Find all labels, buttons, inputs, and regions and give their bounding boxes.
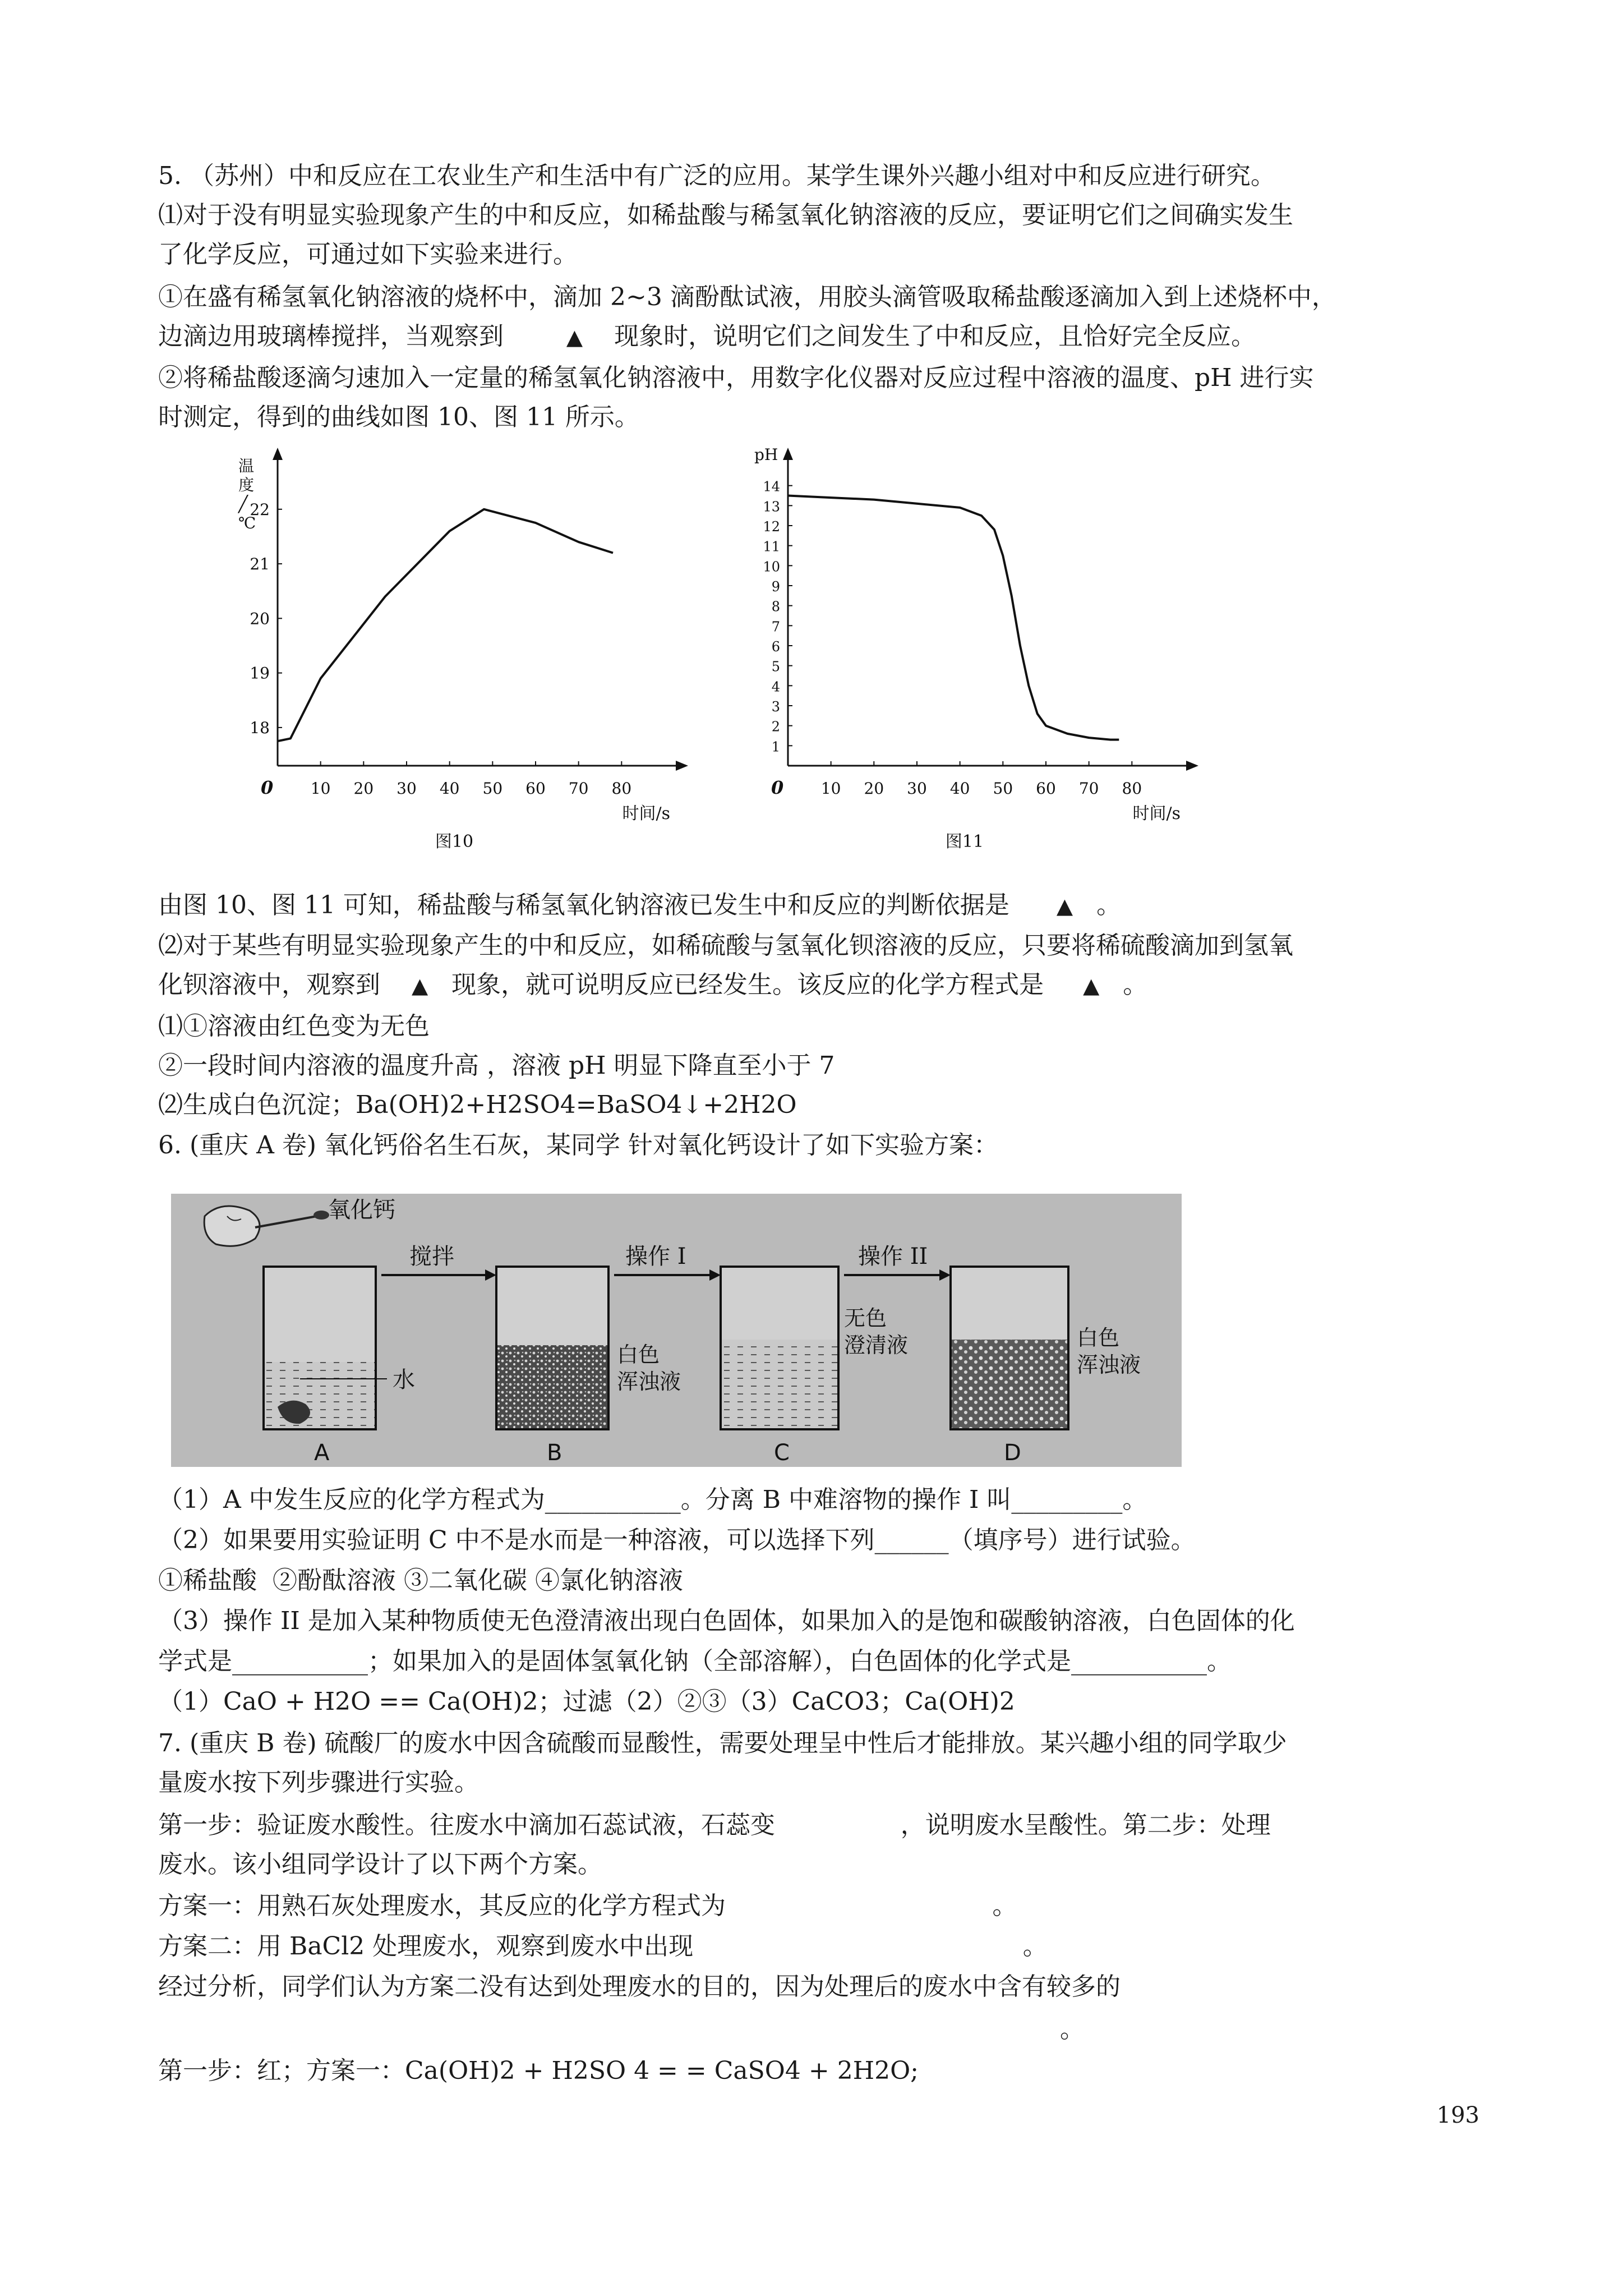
x-axis-arrow-icon	[1186, 761, 1198, 771]
answer-blank-triangle: ▲	[1056, 894, 1073, 918]
photo-label-reagent: 氧化钙	[328, 1197, 395, 1223]
y-tick-label: 6	[771, 639, 780, 655]
photo-label-water: 水	[393, 1367, 415, 1393]
photo-label-c: C	[774, 1440, 790, 1466]
x-tick-label: 70	[568, 779, 589, 798]
q5-step1-line1: ①在盛有稀氢氧化钠溶液的烧杯中，滴加 2~3 滴酚酞试液，用胶头滴管吸取稀盐酸逐滴加入到上述烧杯中，	[158, 283, 1336, 311]
y-tick-label: 7	[771, 619, 780, 635]
x-tick-label: 80	[611, 779, 632, 798]
y-tick-label: 22	[250, 500, 270, 519]
chart-title: 图10	[435, 832, 474, 852]
y-tick-label: 2	[771, 719, 780, 735]
y-tick-label: 14	[763, 478, 780, 495]
y-tick-label: 12	[763, 519, 780, 535]
x-tick-label: 70	[1078, 779, 1099, 798]
q5-part2-line1: ⑵对于某些有明显实验现象产生的中和反应，如稀硫酸与氢氧化钡溶液的反应，只要将稀硫酸滴加到氢氧	[158, 931, 1293, 960]
y-tick-label: 10	[763, 559, 780, 575]
data-line	[278, 509, 613, 741]
y-tick-label: 13	[763, 499, 780, 515]
q7-analysis: 经过分析，同学们认为方案二没有达到处理废水的目的，因为处理后的废水中含有较多的	[158, 1972, 1121, 2001]
answer-blank-triangle: ▲	[566, 325, 583, 349]
q7-analysis-end: 。	[1060, 2015, 1085, 2044]
photo-label-op2: 操作 II	[858, 1244, 928, 1269]
q6-experiment-photo	[171, 1194, 1182, 1467]
x-tick-label: 40	[949, 779, 970, 798]
photo-label-white-turbid-2: 白色浑浊液	[1077, 1326, 1141, 1377]
x-tick-label: 10	[820, 779, 841, 798]
x-tick-label: 50	[993, 779, 1013, 798]
q5-title: 5. （苏州）中和反应在工农业生产和生活中有广泛的应用。某学生课外兴趣小组对中和反应进行研究。	[158, 162, 1275, 190]
q6-options: ①稀盐酸 ②酚酞溶液 ③二氧化碳 ④氯化钠溶液	[158, 1566, 683, 1595]
y-tick-label: 18	[250, 718, 270, 737]
page-number: 193	[1436, 2102, 1479, 2128]
q5-part1-line1: ⑴对于没有明显实验现象产生的中和反应，如稀盐酸与稀氢氧化钠溶液的反应，要证明它们之间确实发生	[158, 201, 1293, 229]
x-tick-label: 60	[525, 779, 546, 798]
y-tick-label: 21	[250, 555, 270, 574]
q5-part2-line2: 化钡溶液中，观察到 ▲ 现象，就可说明反应已经发生。该反应的化学方程式是 ▲ 。	[158, 970, 1148, 999]
q6-question-3-line2: 学式是___________；如果加入的是固体氢氧化钠（全部溶解），白色固体的化学式是___________。	[158, 1647, 1232, 1676]
q6-question-2: （2）如果要用实验证明 C 中不是水而是一种溶液，可以选择下列______（填序号）进行试验。	[158, 1526, 1196, 1554]
x-tick-label: 80	[1122, 779, 1142, 798]
x-tick-label: 20	[353, 779, 374, 798]
x-tick-label: 60	[1036, 779, 1056, 798]
q7-plan1: 方案一：用熟石灰处理废水，其反应的化学方程式为 。	[158, 1892, 1017, 1920]
photo-label-white-turbid-1: 白色浑浊液	[617, 1342, 681, 1394]
figure-11-ph-chart	[723, 445, 1217, 855]
figure-10-temperature-chart	[213, 452, 707, 855]
y-tick-label: 19	[250, 664, 270, 683]
q6-title: 6. (重庆 A 卷) 氧化钙俗名生石灰，某同学 针对氧化钙设计了如下实验方案：	[158, 1131, 999, 1159]
photo-label-b: B	[547, 1440, 562, 1466]
y-tick-label: 1	[771, 739, 780, 755]
y-tick-label: 9	[771, 579, 780, 595]
y-tick-label: 4	[771, 679, 780, 695]
photo-label-d: D	[1004, 1440, 1021, 1466]
y-axis-arrow-icon	[783, 448, 793, 460]
x-axis-arrow-icon	[676, 761, 688, 771]
q5-step1-line2: 边滴边用玻璃棒搅拌，当观察到 ▲ 现象时，说明它们之间发生了中和反应，且恰好完全反应。	[158, 322, 1256, 351]
origin-label: 0	[771, 777, 784, 798]
q7-step1-line2: 废水。该小组同学设计了以下两个方案。	[158, 1850, 602, 1879]
answer-blank-triangle: ▲	[411, 973, 428, 998]
q5-step2-line2: 时测定，得到的曲线如图 10、图 11 所示。	[158, 403, 639, 431]
y-tick-label: 8	[771, 599, 780, 615]
x-axis-label: 时间/s	[622, 804, 670, 823]
y-tick-label: 11	[763, 539, 780, 555]
x-tick-label: 20	[864, 779, 884, 798]
q5-step2-line1: ②将稀盐酸逐滴匀速加入一定量的稀氢氧化钠溶液中，用数字化仪器对反应过程中溶液的温度、pH 进行实	[158, 364, 1314, 392]
y-axis-arrow-icon	[273, 448, 283, 460]
photo-label-a: A	[314, 1440, 330, 1466]
y-tick-label: 3	[771, 699, 780, 715]
data-line	[788, 496, 1119, 740]
x-tick-label: 50	[482, 779, 503, 798]
q6-question-1: （1）A 中发生反应的化学方程式为___________。分离 B 中难溶物的操作 I 叫_________。	[158, 1485, 1147, 1514]
y-axis-label: pH	[754, 445, 778, 464]
q5-answer-2: ②一段时间内溶液的温度升高 ，溶液 pH 明显下降直至小于 7	[158, 1051, 835, 1080]
q7-plan2: 方案二：用 BaCl2 处理废水，观察到废水中出现 。	[158, 1932, 1048, 1961]
q7-title-line1: 7. (重庆 B 卷) 硫酸厂的废水中因含硫酸而显酸性，需要处理呈中性后才能排放。某兴趣小组的同学取少	[158, 1729, 1287, 1757]
x-tick-label: 40	[439, 779, 460, 798]
q5-answer-3: ⑵生成白色沉淀；Ba(OH)2+H2SO4=BaSO4↓+2H2O	[158, 1091, 797, 1119]
photo-label-op1: 操作 I	[625, 1244, 686, 1269]
x-axis-label: 时间/s	[1132, 804, 1181, 823]
q5-answer-1: ⑴①溶液由红色变为无色	[158, 1012, 430, 1041]
q7-title-line2: 量废水按下列步骤进行实验。	[158, 1768, 479, 1797]
y-tick-label: 5	[771, 659, 780, 675]
photo-label-stir: 搅拌	[409, 1244, 454, 1269]
q7-step1-line1: 第一步：验证废水酸性。往废水中滴加石蕊试液，石蕊变 ，说明废水呈酸性。第二步：处理	[158, 1811, 1271, 1839]
chart-title: 图11	[945, 832, 984, 852]
x-tick-label: 10	[310, 779, 331, 798]
photo-label-clear: 无色澄清液	[844, 1306, 909, 1358]
q6-question-3-line1: （3）操作 II 是加入某种物质使无色澄清液出现白色固体，如果加入的是饱和碳酸钠溶液，白色固体的化	[158, 1607, 1295, 1635]
y-tick-label: 20	[250, 609, 270, 628]
y-axis-label: 温度╱ ℃	[238, 457, 256, 532]
answer-blank-triangle: ▲	[1083, 973, 1100, 998]
q5-conclusion: 由图 10、图 11 可知，稀盐酸与稀氢氧化钠溶液已发生中和反应的判断依据是 ▲ 。	[158, 891, 1122, 919]
q7-answer: 第一步：红；方案一：Ca(OH)2 + H2SO 4 = = CaSO4 + 2H2O;	[158, 2056, 919, 2085]
x-tick-label: 30	[907, 779, 927, 798]
q5-part1-line2: 了化学反应，可通过如下实验来进行。	[158, 240, 578, 269]
origin-label: 0	[261, 777, 274, 798]
x-tick-label: 30	[396, 779, 417, 798]
q6-answer: （1）CaO + H2O == Ca(OH)2；过滤（2）②③（3）CaCO3；Ca(OH)2	[158, 1687, 1015, 1716]
